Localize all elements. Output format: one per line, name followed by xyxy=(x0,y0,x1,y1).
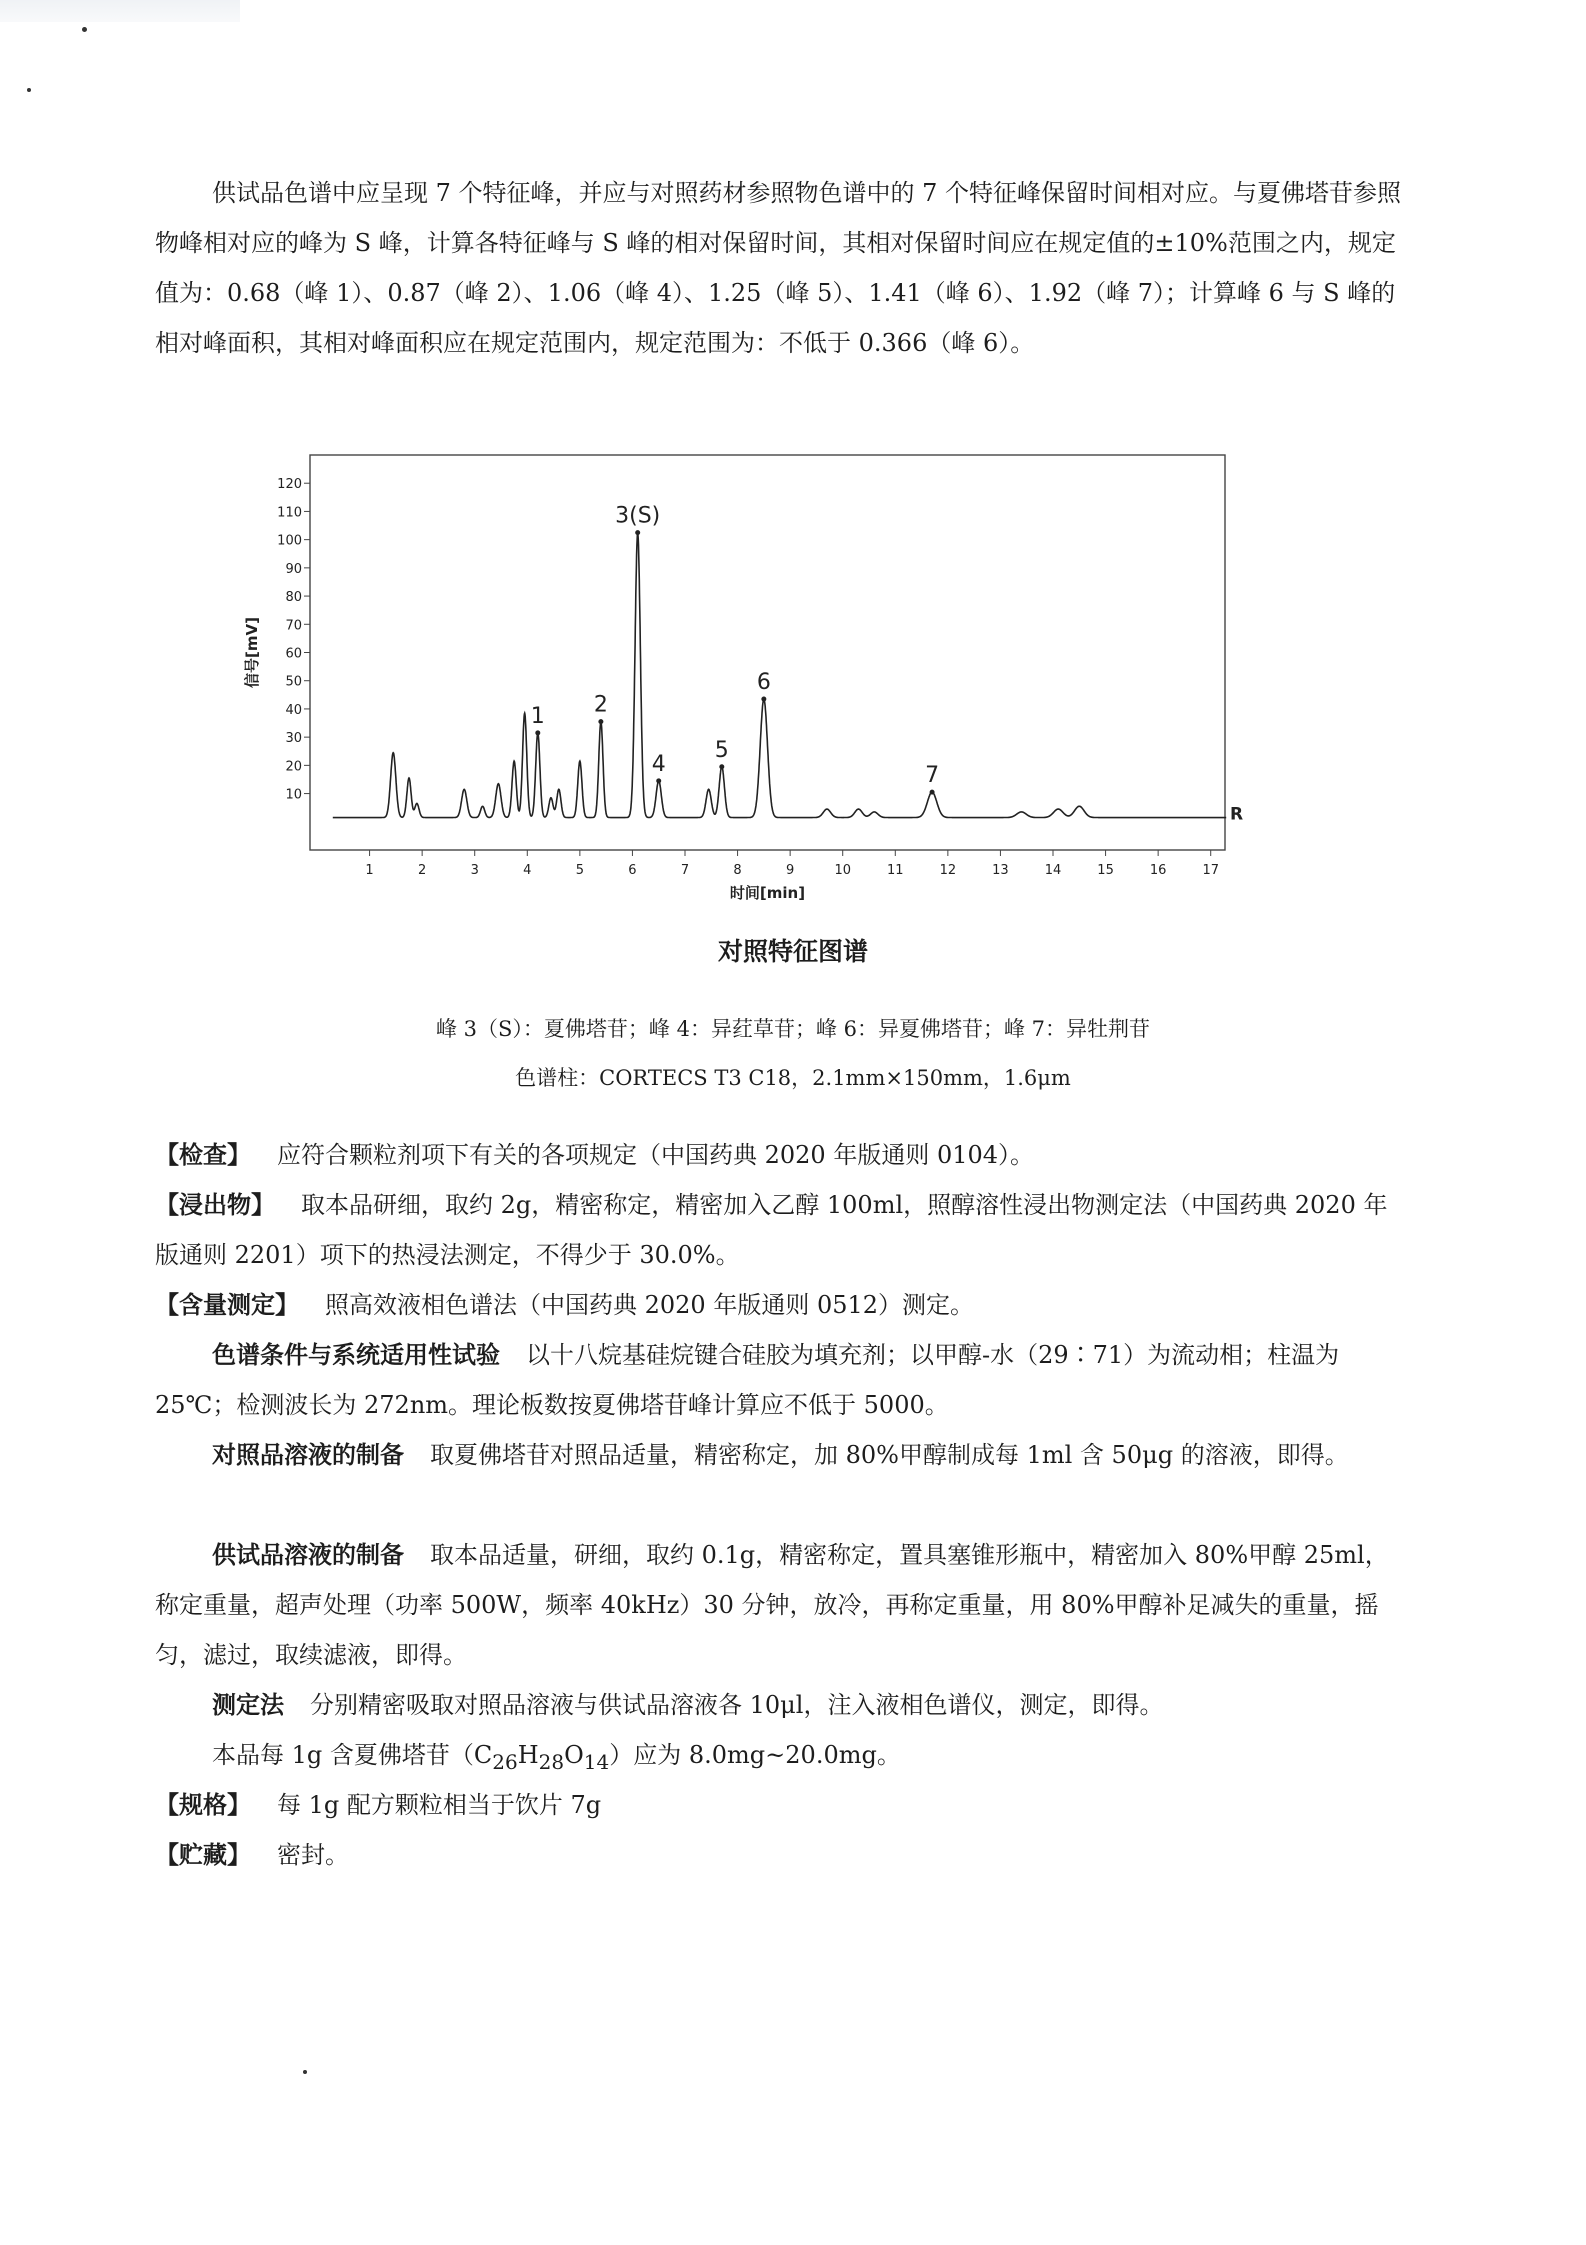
content-text: 本品每 1g 含夏佛塔苷（C xyxy=(212,1741,493,1769)
y-tick-label: 10 xyxy=(285,787,302,803)
y-tick-label: 40 xyxy=(285,702,302,718)
x-tick-label: 12 xyxy=(939,863,957,878)
plot-frame xyxy=(310,455,1225,850)
x-tick-label: 7 xyxy=(680,863,690,878)
y-tick-label: 120 xyxy=(277,477,302,493)
section-text: 密封。 xyxy=(277,1841,349,1869)
x-tick-label: 9 xyxy=(786,863,795,878)
y-tick-label: 20 xyxy=(285,759,302,775)
section-text: 分别精密吸取对照品溶液与供试品溶液各 10μl，注入液相色谱仪，测定，即得。 xyxy=(310,1691,1164,1719)
y-tick-label: 110 xyxy=(277,505,302,521)
intro-paragraph xyxy=(155,168,1410,368)
peak-marker xyxy=(635,530,640,535)
section-heading: 色谱条件与系统适用性试验 xyxy=(212,1341,500,1369)
section-method xyxy=(155,1680,1410,1730)
section-text: 取本品研细，取约 2g，精密称定，精密加入乙醇 100ml，照醇溶性浸出物测定法（中国药典 2020 年版通则 2201）项下的热浸法测定，不得少于 30.0%。 xyxy=(155,1191,1388,1269)
peak-label: 5 xyxy=(714,737,729,763)
scan-artifact xyxy=(0,0,240,22)
scan-speck xyxy=(303,2070,307,2074)
figure-column-note: 色谱柱：CORTECS T3 C18，2.1mm×150mm，1.6μm xyxy=(515,1066,1071,1090)
section-heading: 对照品溶液的制备 xyxy=(212,1441,404,1469)
x-tick-label: 13 xyxy=(992,863,1009,878)
y-tick-label: 80 xyxy=(285,590,302,606)
y-tick-label: 30 xyxy=(285,731,302,747)
section-heading: 【贮藏】 xyxy=(155,1841,251,1869)
formula-subscript: 26 xyxy=(492,1749,518,1774)
section-heading: 【含量测定】 xyxy=(155,1291,299,1319)
peak-marker xyxy=(598,719,603,724)
section-heading: 供试品溶液的制备 xyxy=(212,1541,404,1569)
section-sample xyxy=(155,1530,1410,1680)
peak-label: 6 xyxy=(756,670,771,696)
section-text: 取本品适量，研细，取约 0.1g，精密称定，置具塞锥形瓶中，精密加入 80%甲醇 25ml，称定重量，超声处理（功率 500W，频率 40kHz）30 分钟，放冷，再称定重量，用 80%甲醇补足减失的重量，摇匀，滤过，取续滤液，即得。 xyxy=(155,1541,1389,1669)
section-heading: 【检查】 xyxy=(155,1141,251,1169)
x-tick-label: 3 xyxy=(470,863,479,878)
figure-title: 对照特征图谱 xyxy=(717,937,868,966)
section-heading: 【规格】 xyxy=(155,1791,251,1819)
peak-marker xyxy=(719,764,724,769)
y-tick-label: 70 xyxy=(285,618,302,634)
y-tick-label: 60 xyxy=(285,646,302,662)
section-assay xyxy=(155,1280,1410,1330)
section-extract xyxy=(155,1180,1410,1280)
section-text: 取夏佛塔苷对照品适量，精密称定，加 80%甲醇制成每 1ml 含 50μg 的溶液，即得。 xyxy=(430,1441,1349,1469)
chromatogram-trace xyxy=(333,533,1226,818)
x-tick-label: 15 xyxy=(1097,863,1114,878)
section-text: 应符合颗粒剂项下有关的各项规定（中国药典 2020 年版通则 0104）。 xyxy=(277,1141,1035,1169)
section-heading: 【浸出物】 xyxy=(155,1191,275,1219)
peak-marker xyxy=(656,778,661,783)
peak-label: 3(S) xyxy=(615,503,661,529)
scan-speck xyxy=(82,27,87,32)
section-conditions xyxy=(155,1330,1410,1430)
formula-subscript: 14 xyxy=(583,1749,610,1774)
x-tick-label: 4 xyxy=(523,863,532,878)
x-tick-label: 16 xyxy=(1149,863,1167,878)
y-tick-label: 90 xyxy=(285,561,302,577)
section-text: 以十八烷基硅烷键合硅胶为填充剂；以甲醇-水（29∶71）为流动相；柱温为 25℃；检测波长为 272nm。理论板数按夏佛塔苷峰计算应不低于 5000。 xyxy=(155,1341,1340,1419)
content-text: ）应为 8.0mg~20.0mg。 xyxy=(609,1741,901,1769)
section-storage xyxy=(155,1830,1410,1880)
x-tick-label: 10 xyxy=(834,863,851,878)
x-tick-label: 17 xyxy=(1202,863,1219,878)
section-spec xyxy=(155,1780,1410,1830)
scan-speck xyxy=(27,88,31,92)
peak-marker xyxy=(535,730,540,735)
x-tick-label: 11 xyxy=(887,863,904,878)
x-tick-label: 2 xyxy=(418,863,427,878)
run-end-marker: R xyxy=(1230,804,1244,825)
x-tick-label: 14 xyxy=(1044,863,1062,878)
section-check xyxy=(155,1130,1410,1180)
peak-label: 4 xyxy=(651,751,666,777)
peak-label: 1 xyxy=(530,703,545,729)
section-text: 照高效液相色谱法（中国药典 2020 年版通则 0512）测定。 xyxy=(325,1291,975,1319)
intro-text: 供试品色谱中应呈现 7 个特征峰，并应与对照药材参照物色谱中的 7 个特征峰保留时间相对应。与夏佛塔苷参照物峰相对应的峰为 S 峰，计算各特征峰与 S 峰的相对保留时间，其相对保留时间应在规定值的±10%范围之内，规定值为：0.68（峰 1）、0.87（峰 2）、1.06（峰 4）、1.25（峰 5）、1.41（峰 6）、1.92（峰 7）；计算峰 6 与 S 峰的相对峰面积，其相对峰面积应在规定范围内，规定范围为：不低于 0.366（峰 6）。 xyxy=(155,179,1402,357)
x-tick-label: 6 xyxy=(628,863,637,878)
peak-marker xyxy=(930,790,935,795)
x-tick-label: 8 xyxy=(733,863,742,878)
figure-peak-note: 峰 3（S）：夏佛塔苷；峰 4：异荭草苷；峰 6：异夏佛塔苷；峰 7：异牡荆苷 xyxy=(435,1017,1151,1041)
peak-marker xyxy=(761,697,766,702)
peak-label: 2 xyxy=(593,692,608,718)
chromatogram-svg xyxy=(180,440,1260,910)
formula-element: O xyxy=(564,1741,584,1769)
chromatogram-chart xyxy=(180,440,1260,910)
section-heading: 测定法 xyxy=(212,1691,284,1719)
x-tick-label: 5 xyxy=(575,863,584,878)
formula-element: H xyxy=(517,1741,539,1769)
x-tick-label: 1 xyxy=(365,863,374,878)
peak-label: 7 xyxy=(925,763,940,789)
y-tick-label: 50 xyxy=(285,674,302,690)
x-axis-label: 时间[min] xyxy=(729,884,806,902)
section-content-limit xyxy=(155,1730,1410,1787)
section-reference xyxy=(155,1430,1410,1480)
y-tick-label: 100 xyxy=(277,533,302,549)
formula-subscript: 28 xyxy=(538,1749,565,1774)
section-text: 每 1g 配方颗粒相当于饮片 7g xyxy=(277,1791,602,1819)
y-axis-label: 信号[mV] xyxy=(243,617,261,688)
